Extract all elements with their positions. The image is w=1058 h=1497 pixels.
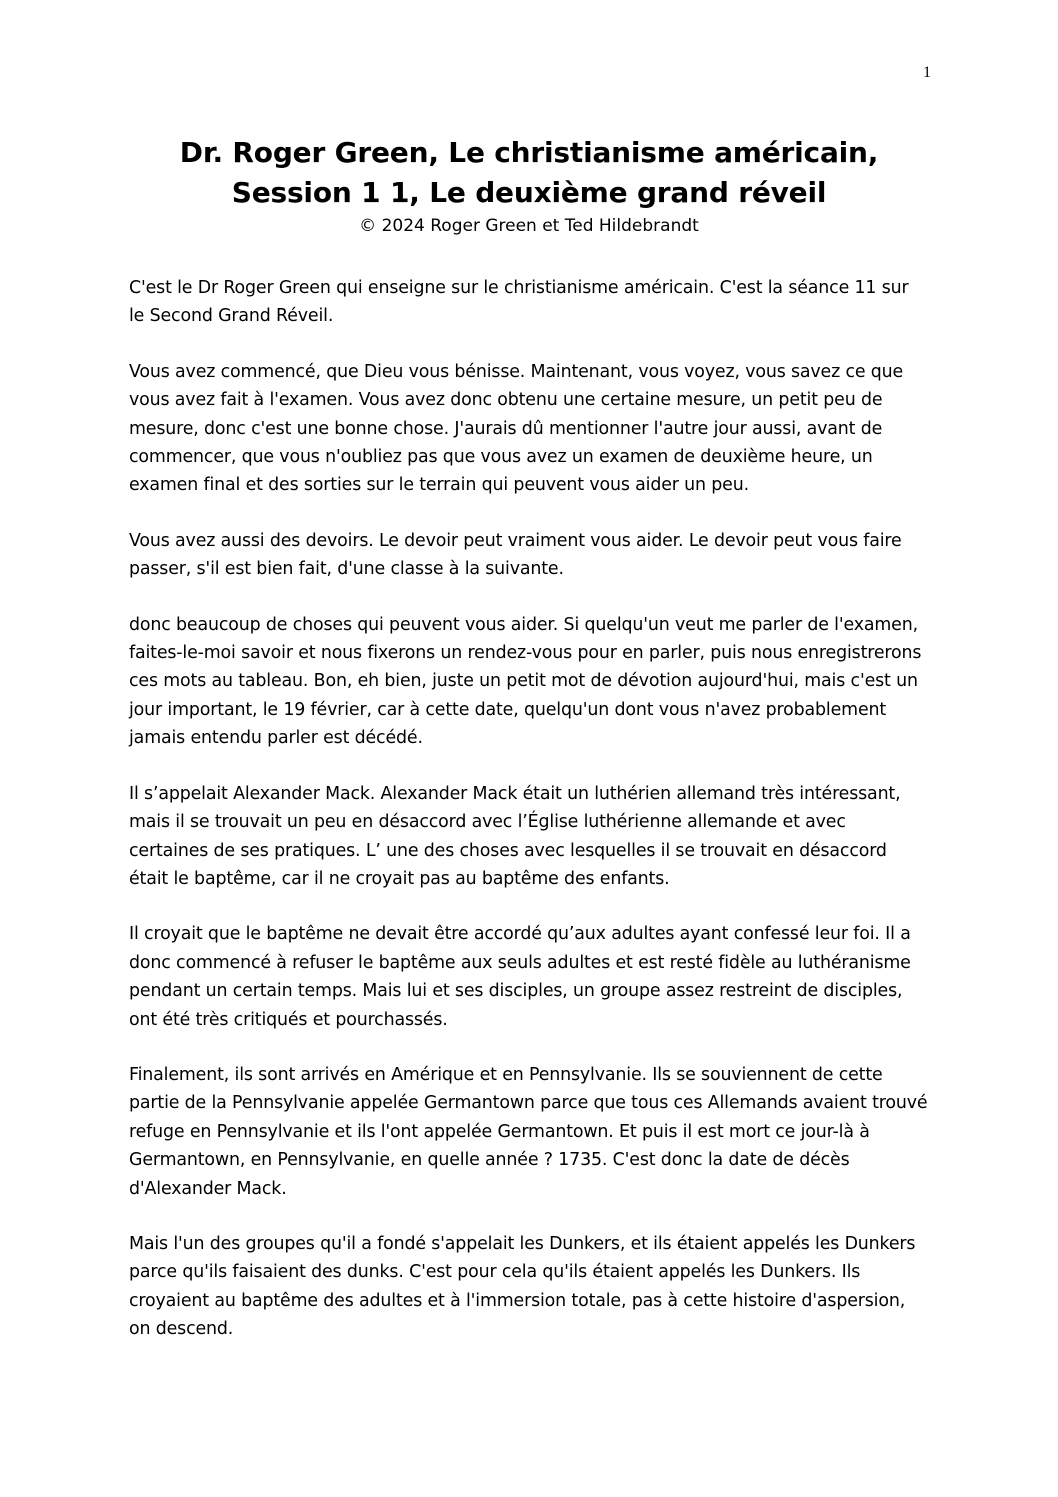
page-number: 1 — [923, 64, 931, 81]
paragraph-4: donc beaucoup de choses qui peuvent vous aider. Si quelqu'un veut me parler de l'examen, faites-le-moi savoir et nous fixerons un rendez-vous pour en parler, puis nous enregistrerons ces mots au tableau. Bon, eh bien, juste un petit mot de dévotion aujourd'hui, mais c'est un jour important, le 19 février, car à cette date, quelqu'un dont vous n'avez probablement jamais entendu parler est décédé. — [129, 614, 922, 749]
title-line-1: Dr. Roger Green, Le christianisme américain, — [179, 136, 879, 169]
document-title — [0, 133, 1058, 213]
paragraph-2: Vous avez commencé, que Dieu vous bénisse. Maintenant, vous voyez, vous savez ce que vous avez fait à l'examen. Vous avez donc obtenu une certaine mesure, un petit peu de mesure, donc c'est une bonne chose. J'aurais dû mentionner l'autre jour aussi, avant de commencer, que vous n'oubliez pas que vous avez un examen de deuxième heure, un examen final et des sorties sur le terrain qui peuvent vous aider un peu. — [129, 361, 904, 496]
document-body — [129, 274, 929, 1371]
paragraph-7: Finalement, ils sont arrivés en Amérique et en Pennsylvanie. Ils se souviennent de cette partie de la Pennsylvanie appelée Germantown parce que tous ces Allemands avaient trouvé refuge en Pennsylvanie et ils l'ont appelée Germantown. Et puis il est mort ce jour-là à Germantown, en Pennsylvanie, en quelle année ? 1735. C'est donc la date de décès d'Alexander Mack. — [129, 1064, 928, 1199]
paragraph-8: Mais l'un des groupes qu'il a fondé s'appelait les Dunkers, et ils étaient appelés les Dunkers parce qu'ils faisaient des dunks. C'est pour cela qu'ils étaient appelés les Dunkers. Ils croyaient au baptême des adultes et à l'immersion totale, pas à cette histoire d'aspersion, on descend. — [129, 1233, 916, 1340]
title-line-2: Session 1 1, Le deuxième grand réveil — [231, 176, 827, 209]
copyright-line: © 2024 Roger Green et Ted Hildebrandt — [359, 216, 699, 236]
document-header — [0, 133, 1058, 237]
paragraph-6: Il croyait que le baptême ne devait être accordé qu’aux adultes ayant confessé leur foi. Il a donc commencé à refuser le baptême aux seuls adultes et est resté fidèle au luthéranisme pendant un certain temps. Mais lui et ses disciples, un groupe assez restreint de disciples, ont été très critiqués et pourchassés. — [129, 924, 911, 1030]
paragraph-1: C'est le Dr Roger Green qui enseigne sur le christianisme américain. C'est la séance 11 sur le Second Grand Réveil. — [129, 278, 909, 327]
paragraph-3: Vous avez aussi des devoirs. Le devoir peut vraiment vous aider. Le devoir peut vous faire passer, s'il est bien fait, d'une classe à la suivante. — [129, 530, 902, 580]
paragraph-5: Il s’appelait Alexander Mack. Alexander Mack était un luthérien allemand très intéressant, mais il se trouvait un peu en désaccord avec l’Église luthérienne allemande et avec certaines de ses pratiques. L’ une des choses avec lesquelles il se trouvait en désaccord était le baptême, car il ne croyait pas au baptême des enfants. — [129, 783, 901, 889]
